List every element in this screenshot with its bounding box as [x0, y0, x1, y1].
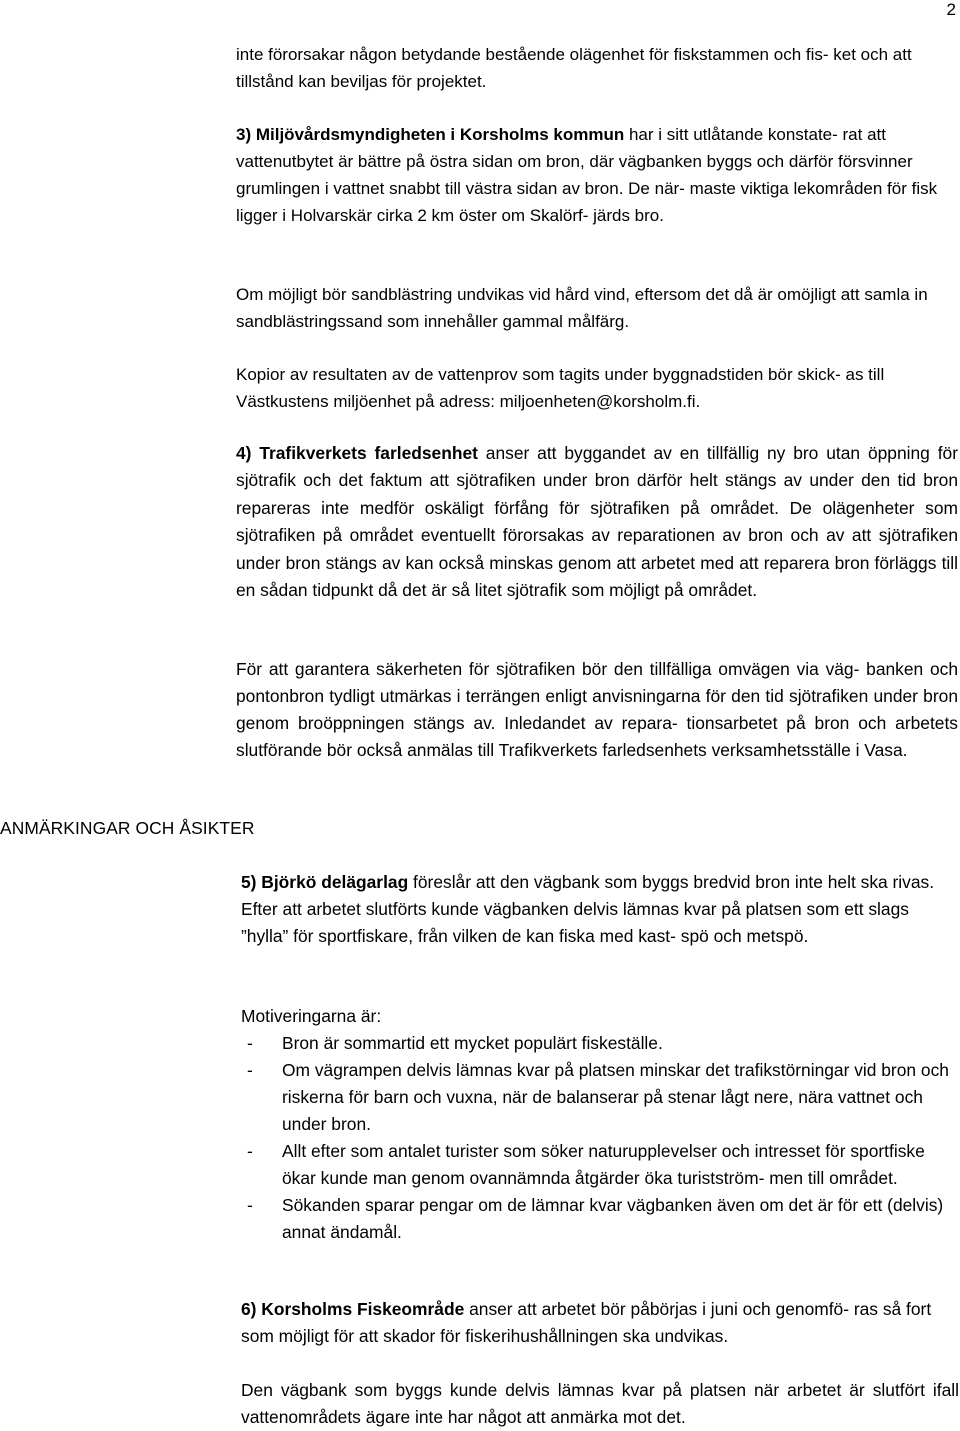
list-item [241, 1030, 959, 1057]
paragraph-trafikverket-text: anser att byggandet av en tillfällig ny bro utan öppning för sjötrafik och det faktum att sjötrafiken under bron därför helt stängs av under den tid bron repareras inte medför oskäligt förfång för sjötrafiken på området. De olägenheter som sjötrafiken på området eventuellt förorsakas av reparationen av bron och av att sjötrafiken under bron stängs av kan också minskas genom att arbetet med att reparera bron förläggs till en sådan tidpunkt då det är så litet sjötrafik som möjligt på området. [236, 443, 959, 601]
paragraph-bjorko-heading: 5) Björkö delägarlag [241, 872, 409, 892]
paragraph-trafikverket-heading: 4) Trafikverkets farledsenhet [236, 443, 478, 463]
list-dash: - [247, 1195, 253, 1215]
list-item-text: Allt efter som antalet turister som söker naturupplevelser och intresset för sportfiske ökar kunde man genom ovannämnda åtgärder öka turistström- men till området. [282, 1141, 925, 1188]
list-item [241, 1138, 959, 1192]
paragraph-vagbank: Den vägbank som byggs kunde delvis lämnas kvar på platsen när arbetet är slutfört ifall vattenområdets ägare inte har något att anmärka mot det. [241, 1380, 959, 1427]
list-item-text: Bron är sommartid ett mycket populärt fiskeställe. [282, 1033, 663, 1053]
paragraph-sakerhet: För att garantera säkerheten för sjötrafiken bör den tillfälliga omvägen via väg- banken och pontonbron tydligt utmärkas i terrängen enligt anvisningarna för den tid sjötrafiken under bron genom broöppningen stängs av. Inledandet av repara- tionsarbetet på bron och arbetets slutförande bör också anmälas till Trafikverkets farledsenhets verksamhetsställe i Vasa. [236, 659, 958, 760]
list-dash: - [247, 1141, 253, 1161]
section-heading: ANMÄRKINGAR OCH ÅSIKTER [0, 818, 255, 838]
list-item-text: Om vägrampen delvis lämnas kvar på platsen minskar det trafikstörningar vid bron och riskerna för barn och vuxna, när de balanserar på stenar lågt nere, nära vattnet och under bron. [282, 1060, 949, 1134]
list-item-text: Sökanden sparar pengar om de lämnar kvar vägbanken även om det är för ett (delvis) annat ändamål. [282, 1195, 944, 1242]
paragraph-miljovard-heading: 3) Miljövårdsmyndigheten i Korsholms kommun [236, 125, 625, 144]
paragraph-fiskeomrade-heading: 6) Korsholms Fiskeområde [241, 1299, 465, 1319]
paragraph-fiskeomrade [241, 1296, 959, 1350]
paragraph-miljovard [236, 121, 956, 229]
paragraph-bjorko [241, 869, 959, 950]
paragraph-fiskeomrade-text: anser att arbetet bör påbörjas i juni och genomfö- ras så fort som möjligt för att skador för fiskerihushållningen ska undvikas. [241, 1299, 932, 1346]
page-number: 2 [946, 0, 956, 19]
paragraph-trafikverket [236, 440, 958, 604]
paragraph-kopior: Kopior av resultaten av de vattenprov som tagits under byggnadstiden bör skick- as till Västkustens miljöenhet på adress: miljoenheten@korsholm.fi. [236, 365, 885, 411]
paragraph-motiveringar: Motiveringarna är: [241, 1006, 382, 1026]
paragraph-sandblastring: Om möjligt bör sandblästring undvikas vid hård vind, eftersom det då är omöjligt att samla in sandblästringssand som innehåller gammal målfärg. [236, 285, 928, 331]
motivation-list [241, 1030, 959, 1246]
list-dash: - [247, 1060, 253, 1080]
list-dash: - [247, 1033, 253, 1053]
paragraph-miljovard-text: har i sitt utlåtande konstate- rat att vattenutbytet är bättre på östra sidan om bron, där vägbanken byggs och därför försvinner grumlingen i vattnet snabbt till västra sidan av bron. De när- maste viktiga lekområden för fisk ligger i Holvarskär cirka 2 km öster om Skalörf- järds bro. [236, 125, 938, 225]
paragraph-bjorko-text: föreslår att den vägbank som byggs bredvid bron inte helt ska rivas. Efter att arbetet slutförts kunde vägbanken delvis lämnas kvar på platsen som ett slags ”hylla” för sportfiskare, från vilken de kan fiska med kast- spö och metspö. [241, 872, 935, 946]
paragraph-intro: inte förorsakar någon betydande bestående olägenhet för fiskstammen och fis- ket och att tillstånd kan beviljas för projektet. [236, 45, 912, 91]
list-item [241, 1057, 959, 1138]
list-item [241, 1192, 959, 1246]
